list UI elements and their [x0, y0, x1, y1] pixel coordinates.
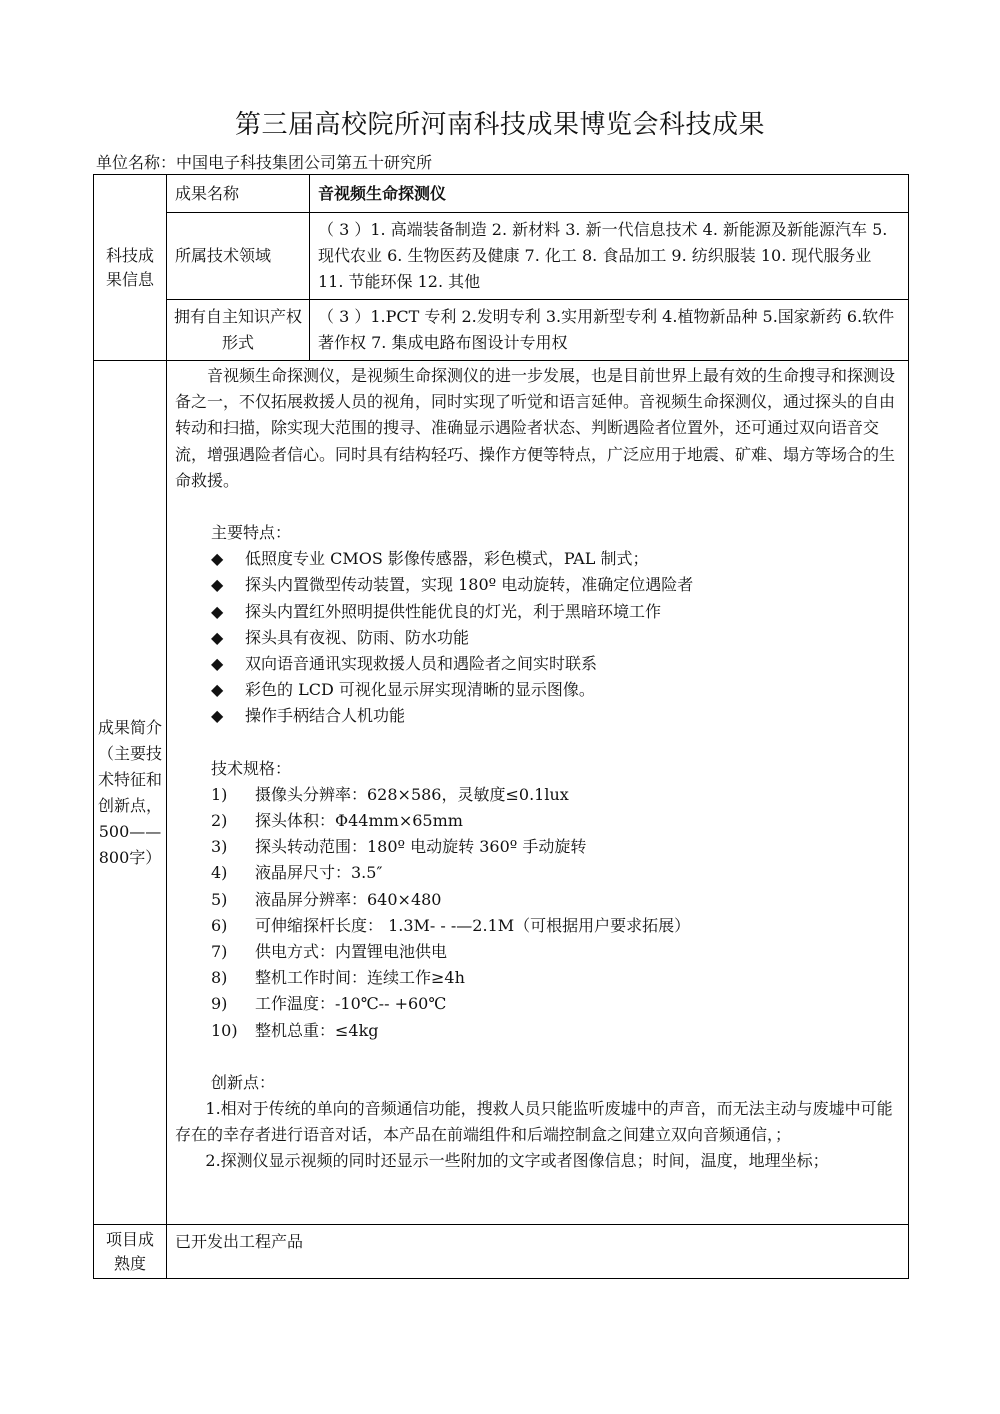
- list-item: [211, 782, 900, 808]
- list-item: [211, 599, 900, 625]
- list-item: [211, 860, 900, 886]
- field-label: 所属技术领域: [167, 213, 310, 300]
- spec-number: 7): [211, 942, 228, 962]
- specs-title: 技术规格：: [211, 758, 292, 778]
- innovation-point: 1.相对于传统的单向的音频通信功能，搜救人员只能监听废墟中的声音，而无法主动与废墟中可能存在的幸存者进行语音对话，本产品在前端组件和后端控制盒之间建立双向音频通信，；: [175, 1099, 893, 1145]
- intro-content: [167, 361, 909, 1225]
- spec-number: 5): [211, 889, 228, 909]
- spec-number: 10): [211, 1020, 238, 1040]
- spec-text: 整机总重：≤4kg: [255, 1020, 379, 1040]
- bullet-icon: ◆: [211, 706, 224, 726]
- bullet-icon: ◆: [211, 654, 224, 674]
- list-item: [211, 965, 900, 991]
- spec-text: 供电方式：内置锂电池供电: [255, 942, 448, 962]
- features-title: 主要特点：: [211, 523, 292, 543]
- list-item: [211, 808, 900, 834]
- list-item: [211, 546, 900, 572]
- spec-number: 3): [211, 837, 228, 857]
- achievement-form-table: [93, 174, 909, 1279]
- specs-list: [175, 782, 900, 1044]
- innovation-title: 创新点：: [211, 1072, 276, 1092]
- row-achievement-name: [94, 175, 909, 213]
- spec-text: 可伸缩探杆长度： 1.3M- - -—2.1M（可根据用户要求拓展）: [255, 915, 691, 935]
- list-item: [211, 834, 900, 860]
- spec-number: 2): [211, 811, 228, 831]
- intro-label: 成果简介（主要技术特征和创新点，500——800字）: [94, 361, 167, 1225]
- list-item: [211, 939, 900, 965]
- ip-label: 拥有自主知识产权形式: [167, 300, 310, 361]
- unit-value: 中国电子科技集团公司第五十研究所: [176, 153, 433, 172]
- spec-number: 8): [211, 968, 228, 988]
- list-item: [211, 991, 900, 1017]
- list-item: [211, 1018, 900, 1044]
- name-label: 成果名称: [167, 175, 310, 213]
- spec-text: 整机工作时间：连续工作≥4h: [255, 968, 465, 988]
- spec-number: 4): [211, 863, 228, 883]
- unit-line: [96, 150, 432, 173]
- row-intro: [94, 361, 909, 1225]
- feature-text: 低照度专业 CMOS 影像传感器，彩色模式，PAL 制式；: [245, 549, 649, 569]
- spec-text: 液晶屏分辨率：640×480: [255, 889, 442, 909]
- field-value: （ 3 ）1. 高端装备制造 2. 新材料 3. 新一代信息技术 4. 新能源及新能源汽车 5. 现代农业 6. 生物医药及健康 7. 化工 8. 食品加工 9. 纺织服装 10. 现代服务业 11. 节能环保 12. 其他: [310, 213, 909, 300]
- spec-number: 1): [211, 784, 228, 804]
- list-item: [211, 703, 900, 729]
- innovation-point: 2.探测仪显示视频的同时还显示一些附加的文字或者图像信息；时间，温度，地理坐标；: [205, 1151, 829, 1171]
- feature-text: 探头内置红外照明提供性能优良的灯光，利于黑暗环境工作: [245, 601, 662, 621]
- bullet-icon: ◆: [211, 627, 224, 647]
- row-maturity: [94, 1225, 909, 1279]
- list-item: [211, 572, 900, 598]
- spec-number: 6): [211, 915, 228, 935]
- bullet-icon: ◆: [211, 680, 224, 700]
- spec-number: 9): [211, 994, 228, 1014]
- maturity-value: 已开发出工程产品: [167, 1225, 909, 1279]
- feature-text: 彩色的 LCD 可视化显示屏实现清晰的显示图像。: [245, 680, 595, 700]
- info-section-label: 科技成果信息: [94, 175, 167, 361]
- bullet-icon: ◆: [211, 549, 224, 569]
- row-ip-form: [94, 300, 909, 361]
- spec-text: 液晶屏尺寸：3.5″: [255, 863, 383, 883]
- spec-text: 探头体积：Φ44mm×65mm: [255, 811, 463, 831]
- spec-text: 探头转动范围：180º 电动旋转 360º 手动旋转: [255, 837, 587, 857]
- feature-text: 操作手柄结合人机功能: [245, 706, 406, 726]
- row-tech-field: [94, 213, 909, 300]
- list-item: [211, 677, 900, 703]
- maturity-label: 项目成熟度: [94, 1225, 167, 1279]
- list-item: [211, 651, 900, 677]
- spec-text: 摄像头分辨率：628×586，灵敏度≤0.1lux: [255, 784, 569, 804]
- bullet-icon: ◆: [211, 601, 224, 621]
- features-list: [175, 546, 900, 729]
- feature-text: 双向语音通讯实现救援人员和遇险者之间实时联系: [245, 654, 598, 674]
- intro-paragraph: 音视频生命探测仪，是视频生命探测仪的进一步发展，也是目前世界上最有效的生命搜寻和探测设备之一，不仅拓展救援人员的视角，同时实现了听觉和语言延伸。音视频生命探测仪，通过探头的自由转动和扫描，除实现大范围的搜寻、准确显示遇险者状态、判断遇险者位置外，还可通过双向语音交流，增强遇险者信心。同时具有结构轻巧、操作方便等特点，广泛应用于地震、矿难、塌方等场合的生命救援。: [175, 366, 896, 490]
- ip-value: （ 3 ）1.PCT 专利 2.发明专利 3.实用新型专利 4.植物新品种 5.国家新药 6.软件著作权 7. 集成电路布图设计专用权: [310, 300, 909, 361]
- list-item: [211, 887, 900, 913]
- spec-text: 工作温度：-10℃-- +60℃: [255, 994, 447, 1014]
- feature-text: 探头内置微型传动装置，实现 180º 电动旋转，准确定位遇险者: [245, 575, 694, 595]
- feature-text: 探头具有夜视、防雨、防水功能: [245, 627, 470, 647]
- name-value: 音视频生命探测仪: [310, 175, 909, 213]
- bullet-icon: ◆: [211, 575, 224, 595]
- list-item: [211, 913, 900, 939]
- document-title: 第三届高校院所河南科技成果博览会科技成果: [234, 110, 765, 140]
- unit-label: 单位名称：: [96, 153, 177, 172]
- list-item: [211, 625, 900, 651]
